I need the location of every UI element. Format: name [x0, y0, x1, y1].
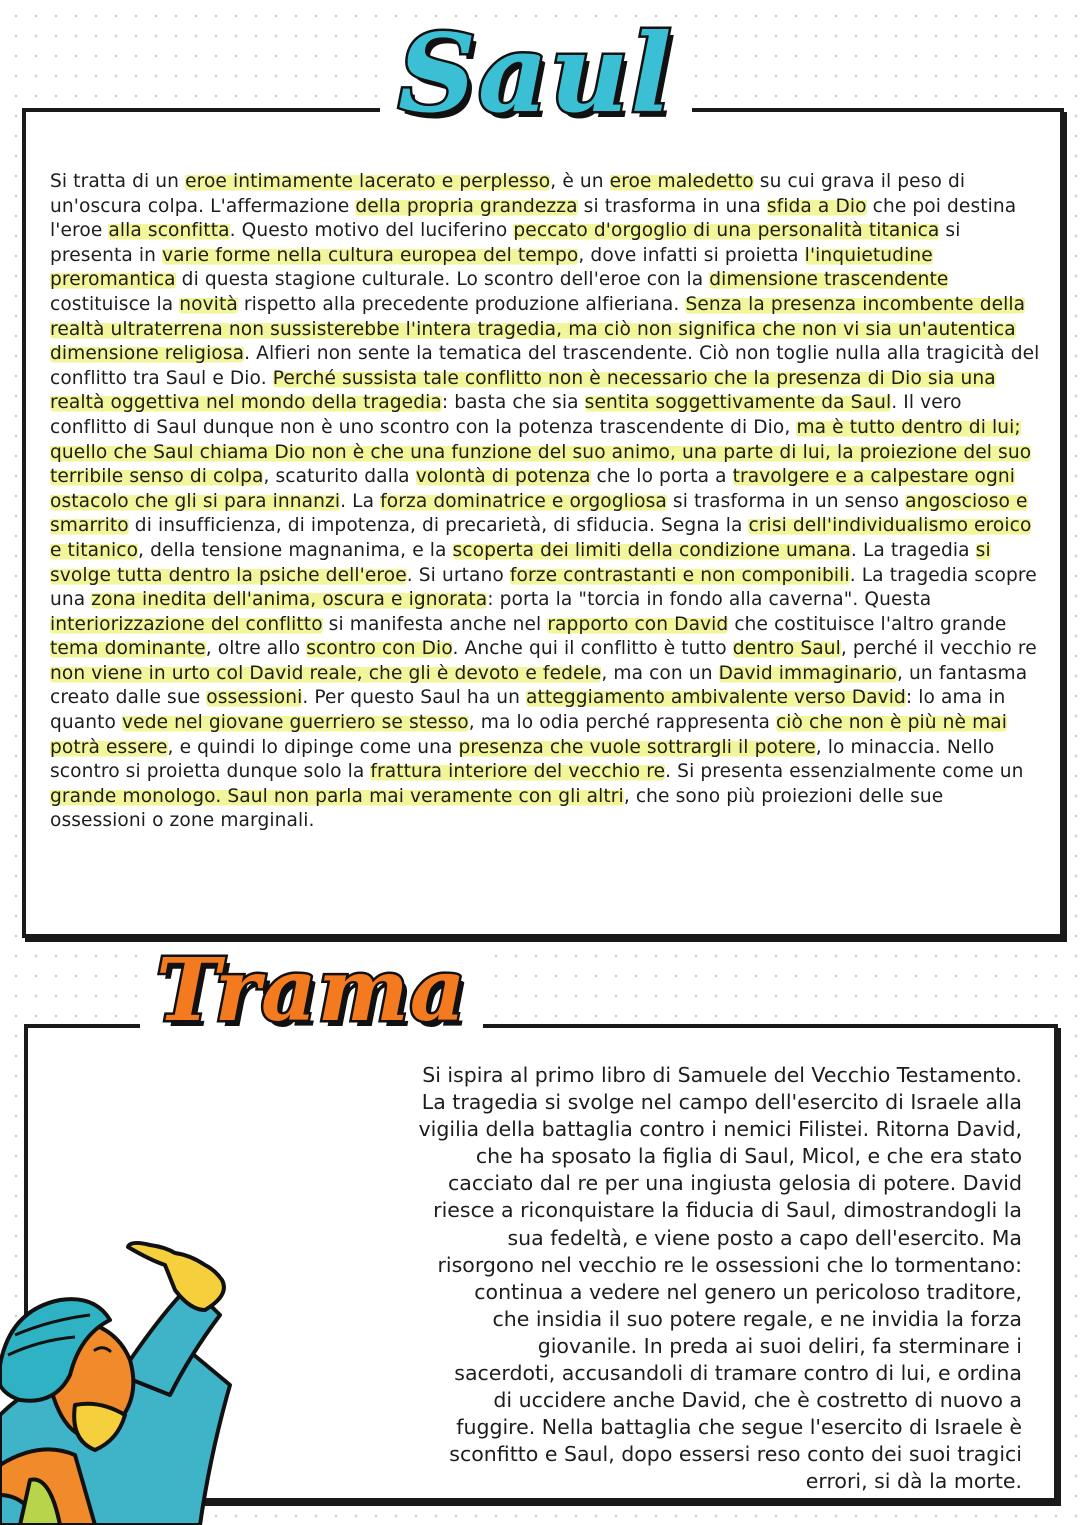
body-text: . Per questo Saul ha un: [302, 687, 527, 709]
body-text: Si tratta di un: [50, 171, 186, 192]
body-text: si trasforma in una: [577, 195, 767, 217]
trama-line: risorgono nel vecchio re le ossessioni che lo tormentano:: [437, 1252, 1022, 1277]
body-text: : lo ama in quanto: [50, 687, 1006, 734]
highlighted-text: ossessioni: [206, 687, 303, 709]
saul-body-text: [50, 170, 1040, 834]
body-text: , e quindi lo dipinge come una: [167, 736, 459, 758]
trama-line: Si ispira al primo libro di Samuele del Vecchio Testamento.: [422, 1063, 1022, 1087]
body-text: : porta la "torcia in fondo alla caverna". Questa: [487, 589, 932, 611]
trama-line: sua fedeltà, e viene posto a capo dell'esercito. Ma: [507, 1225, 1022, 1250]
body-text: si trasforma in un senso: [666, 490, 906, 512]
figure-looking-up-icon: [0, 1225, 260, 1525]
body-text: , un fantasma creato dalle sue: [50, 662, 1028, 709]
trama-line: La tragedia si svolge nel campo dell'esercito di Israele alla: [421, 1090, 1022, 1115]
trama-line: giovanile. In preda ai suoi deliri, fa sterminare i: [537, 1333, 1022, 1358]
trama-line: fuggire. Nella battaglia che segue l'esercito di Israele è: [456, 1415, 1022, 1440]
highlighted-text: frattura interiore del vecchio re: [370, 761, 666, 783]
highlighted-text: grande monologo. Saul non parla mai veramente con gli altri: [50, 785, 624, 807]
body-text: , ma con un: [601, 662, 719, 684]
body-text: . Alfieri non sente la tematica del trascendente. Ciò non toglie nulla alla tragicità del conflitto tra Saul e Dio.: [50, 343, 1040, 389]
body-text: che costituisce l'altro grande: [728, 613, 1007, 635]
highlighted-text: forza dominatrice e orgogliosa: [380, 490, 667, 512]
highlighted-text: peccato d'orgoglio di una personalità titanica: [513, 220, 940, 242]
highlighted-text: scontro con Dio: [306, 638, 453, 660]
highlighted-text: si svolge tutta dentro la psiche dell'eroe: [50, 539, 991, 586]
highlighted-text: ciò che non è più nè mai potrà essere: [50, 712, 1008, 758]
highlighted-text: scoperta dei limiti della condizione umana: [452, 539, 851, 561]
body-text: . Il vero conflitto di Saul dunque non è uno scontro con la potenza trascendente di Dio,: [50, 392, 962, 438]
highlighted-text: Perché sussista tale conflitto non è necessario che la presenza di Dio sia una realtà oggettiva nel mondo della tragedia: [50, 367, 996, 414]
trama-line: continua a vedere nel genero un pericoloso traditore,: [474, 1279, 1022, 1304]
trama-body-text: [352, 1062, 1022, 1496]
trama-title: Trama: [140, 948, 483, 1034]
highlighted-text: forze contrastanti e non componibili: [509, 564, 850, 586]
highlighted-text: dimensione trascendente: [709, 269, 949, 291]
highlighted-text: dentro Saul: [732, 638, 841, 660]
body-text: si presenta in: [50, 220, 961, 266]
highlighted-text: varie forme nella cultura europea del tempo: [162, 244, 579, 266]
body-text: : basta che sia: [441, 392, 585, 414]
trama-line: sacerdoti, accusandoli di tramare contro di lui, e ordina: [454, 1361, 1022, 1386]
highlighted-text: atteggiamento ambivalente verso David: [526, 687, 906, 709]
highlighted-text: rapporto con David: [547, 613, 729, 635]
highlighted-text: vede nel giovane guerriero se stesso: [122, 712, 469, 734]
body-text: . Questo motivo del luciferino: [229, 220, 514, 242]
body-text: . Anche qui il conflitto è tutto: [452, 638, 733, 660]
highlighted-text: eroe intimamente lacerato e perplesso: [185, 171, 551, 192]
highlighted-text: travolgere e a calpestare ogni ostacolo che gli si para innanzi: [50, 466, 1016, 512]
body-text: , oltre allo: [205, 638, 307, 660]
highlighted-text: ma è tutto dentro di lui; quello che Saul chiama Dio non è che una funzione del suo animo, una parte di lui, la proiezione del suo terribile senso di colpa: [50, 416, 1032, 488]
highlighted-text: eroe maledetto: [609, 171, 754, 192]
highlighted-text: interiorizzazione del conflitto: [50, 613, 323, 635]
trama-line: cacciato dal re per una ingiusta gelosia di potere. David: [448, 1171, 1022, 1196]
body-text: . La tragedia scopre una: [50, 564, 1037, 611]
trama-line: che ha sposato la figlia di Saul, Micol, e che era stato: [475, 1144, 1022, 1169]
body-text: . La: [340, 490, 381, 512]
highlighted-text: angoscioso e smarrito: [50, 490, 1028, 537]
body-text: costituisce la: [50, 293, 180, 315]
body-text: , è un: [550, 171, 610, 192]
trama-line: che insidia il suo potere regale, e ne invidia la forza: [492, 1306, 1022, 1331]
body-text: , che sono più proiezioni delle sue ossessioni o zone marginali.: [50, 785, 944, 832]
trama-line: di uccidere anche David, che è costretto di nuovo a: [493, 1388, 1022, 1413]
body-text: rispetto alla precedente produzione alfieriana.: [237, 293, 686, 315]
highlighted-text: zona inedita dell'anima, oscura e ignorata: [91, 589, 488, 611]
highlighted-text: alla sconfitta: [108, 220, 230, 242]
body-text: che lo porta a: [590, 466, 733, 488]
highlighted-text: volontà di potenza: [415, 466, 591, 488]
highlighted-text: non viene in urto col David reale, che gli è devoto e fedele: [50, 662, 602, 684]
body-text: , lo minaccia. Nello scontro si proietta dunque solo la: [50, 736, 995, 783]
highlighted-text: presenza che vuole sottrargli il potere: [458, 736, 816, 758]
saul-title: Saul: [380, 20, 692, 128]
trama-line: vigilia della battaglia contro i nemici Filistei. Ritorna David,: [418, 1117, 1022, 1142]
body-text: . Si presenta essenzialmente come un: [665, 761, 1024, 783]
highlighted-text: Senza la presenza incombente della realtà ultraterrena non sussisterebbe l'intera tragedia, ma ciò non significa che non vi sia un'autentica dimensione religiosa: [50, 293, 1026, 365]
body-text: , della tensione magnanima, e la: [138, 539, 453, 561]
body-text: che poi destina l'eroe: [50, 195, 1017, 242]
body-text: si manifesta anche nel: [322, 613, 548, 635]
trama-line: riesce a riconquistare la fiducia di Saul, dimostrandogli la: [433, 1198, 1022, 1223]
highlighted-text: l'inquietudine preromantica: [50, 244, 933, 291]
body-text: di questa stagione culturale. Lo scontro dell'eroe con la: [175, 269, 710, 291]
body-text: , perché il vecchio re: [840, 638, 1037, 660]
body-text: , scaturito dalla: [263, 466, 416, 488]
body-text: . La tragedia: [850, 539, 976, 561]
body-text: su cui grava il peso di un'oscura colpa. L'affermazione: [50, 171, 966, 217]
body-text: di insufficienza, di impotenza, di precarietà, di sfiducia. Segna la: [128, 515, 749, 537]
trama-line: errori, si dà la morte.: [805, 1469, 1022, 1494]
highlighted-text: della propria grandezza: [355, 195, 578, 217]
highlighted-text: sentita soggettivamente da Saul: [584, 392, 892, 414]
highlighted-text: sfida a Dio: [766, 195, 867, 217]
highlighted-text: David immaginario: [718, 662, 898, 684]
body-text: . Si urtano: [406, 564, 510, 586]
body-text: , dove infatti si proietta: [578, 244, 805, 266]
highlighted-text: tema dominante: [50, 638, 206, 660]
body-text: , ma lo odia perché rappresenta: [468, 712, 776, 734]
highlighted-text: crisi dell'individualismo eroico e titanico: [50, 515, 1032, 561]
highlighted-text: novità: [179, 293, 238, 315]
trama-line: sconfitto e Saul, dopo essersi reso conto dei suoi tragici: [449, 1442, 1022, 1467]
